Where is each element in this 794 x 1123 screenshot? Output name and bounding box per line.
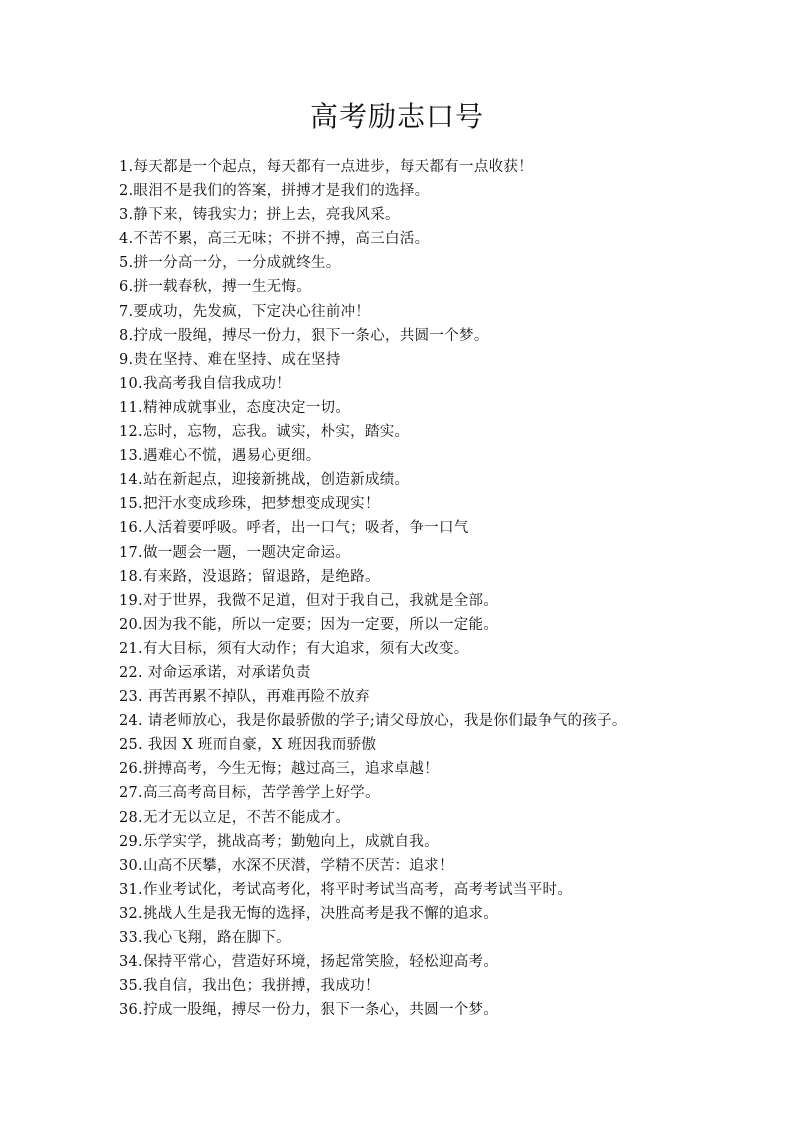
list-item: 5.拼一分高一分，一分成就终生。 <box>119 255 341 272</box>
list-item: 3.静下来，铸我实力；拼上去，亮我风采。 <box>119 207 400 224</box>
list-item: 31.作业考试化，考试高考化，将平时考试当高考，高考考试当平时。 <box>119 881 573 898</box>
slogan-list <box>119 155 719 1022</box>
list-item: 26.拼搏高考，今生无悔；越过高三，追求卓越！ <box>119 761 439 778</box>
list-item: 32.挑战人生是我无悔的选择，决胜高考是我不懈的追求。 <box>119 905 499 922</box>
list-item: 14.站在新起点，迎接新挑战，创造新成绩。 <box>119 472 410 489</box>
list-item: 22. 对命运承诺，对承诺负责 <box>119 664 311 681</box>
list-item: 8.拧成一股绳，搏尽一份力，狠下一条心，共圆一个梦。 <box>119 327 489 344</box>
list-item: 4.不苦不累，高三无味；不拼不搏，高三白活。 <box>119 231 430 248</box>
list-item: 24. 请老师放心，我是你最骄傲的学子;请父母放心，我是你们最争气的孩子。 <box>119 713 627 730</box>
list-item: 11.精神成就事业，态度决定一切。 <box>119 399 351 416</box>
list-item: 10.我高考我自信我成功！ <box>119 375 291 392</box>
list-item: 20.因为我不能，所以一定要；因为一定要，所以一定能。 <box>119 616 499 633</box>
list-item: 17.做一题会一题，一题决定命运。 <box>119 544 351 561</box>
list-item: 25. 我因 X 班而自豪，X 班因我而骄傲 <box>119 737 377 754</box>
list-item: 28.无才无以立足，不苦不能成才。 <box>119 809 351 826</box>
list-item: 15.把汗水变成珍珠，把梦想变成现实！ <box>119 496 380 513</box>
list-item: 6.拼一载春秋，搏一生无悔。 <box>119 279 312 296</box>
list-item: 9.贵在坚持、难在坚持、成在坚持 <box>119 351 341 368</box>
list-item: 29.乐学实学，挑战高考；勤勉向上，成就自我。 <box>119 833 439 850</box>
list-item: 36.拧成一股绳，搏尽一份力，狠下一条心，共圆一个梦。 <box>119 1002 499 1019</box>
list-item: 33.我心飞翔，路在脚下。 <box>119 930 291 946</box>
list-item: 16.人活着要呼吸。呼者，出一口气；吸者，争一口气 <box>119 520 469 537</box>
list-item: 23. 再苦再累不掉队，再难再险不放弃 <box>119 689 370 706</box>
list-item: 30.山高不厌攀，水深不厌潜，学精不厌苦：追求！ <box>119 857 454 874</box>
list-item: 12.忘时，忘物，忘我。诚实，朴实，踏实。 <box>119 424 410 441</box>
list-item: 19.对于世界，我微不足道，但对于我自己，我就是全部。 <box>119 592 499 609</box>
list-item: 18.有来路，没退路；留退路，是绝路。 <box>119 568 380 585</box>
list-item: 34.保持平常心，营造好环境，扬起常笑脸，轻松迎高考。 <box>119 954 499 971</box>
document-title: 高考励志口号 <box>309 100 484 133</box>
list-item: 13.遇难心不慌，遇易心更细。 <box>119 448 321 465</box>
list-item: 35.我自信，我出色；我拼搏，我成功！ <box>119 978 380 995</box>
list-item: 21.有大目标，须有大动作；有大追求，须有大改变。 <box>119 640 469 657</box>
list-item: 7.要成功，先发疯，下定决心往前冲！ <box>119 303 371 320</box>
list-item: 27.高三高考高目标，苦学善学上好学。 <box>119 785 380 802</box>
list-item: 2.眼泪不是我们的答案，拼搏才是我们的选择。 <box>119 183 430 200</box>
list-item: 1.每天都是一个起点，每天都有一点进步，每天都有一点收获！ <box>119 159 534 175</box>
